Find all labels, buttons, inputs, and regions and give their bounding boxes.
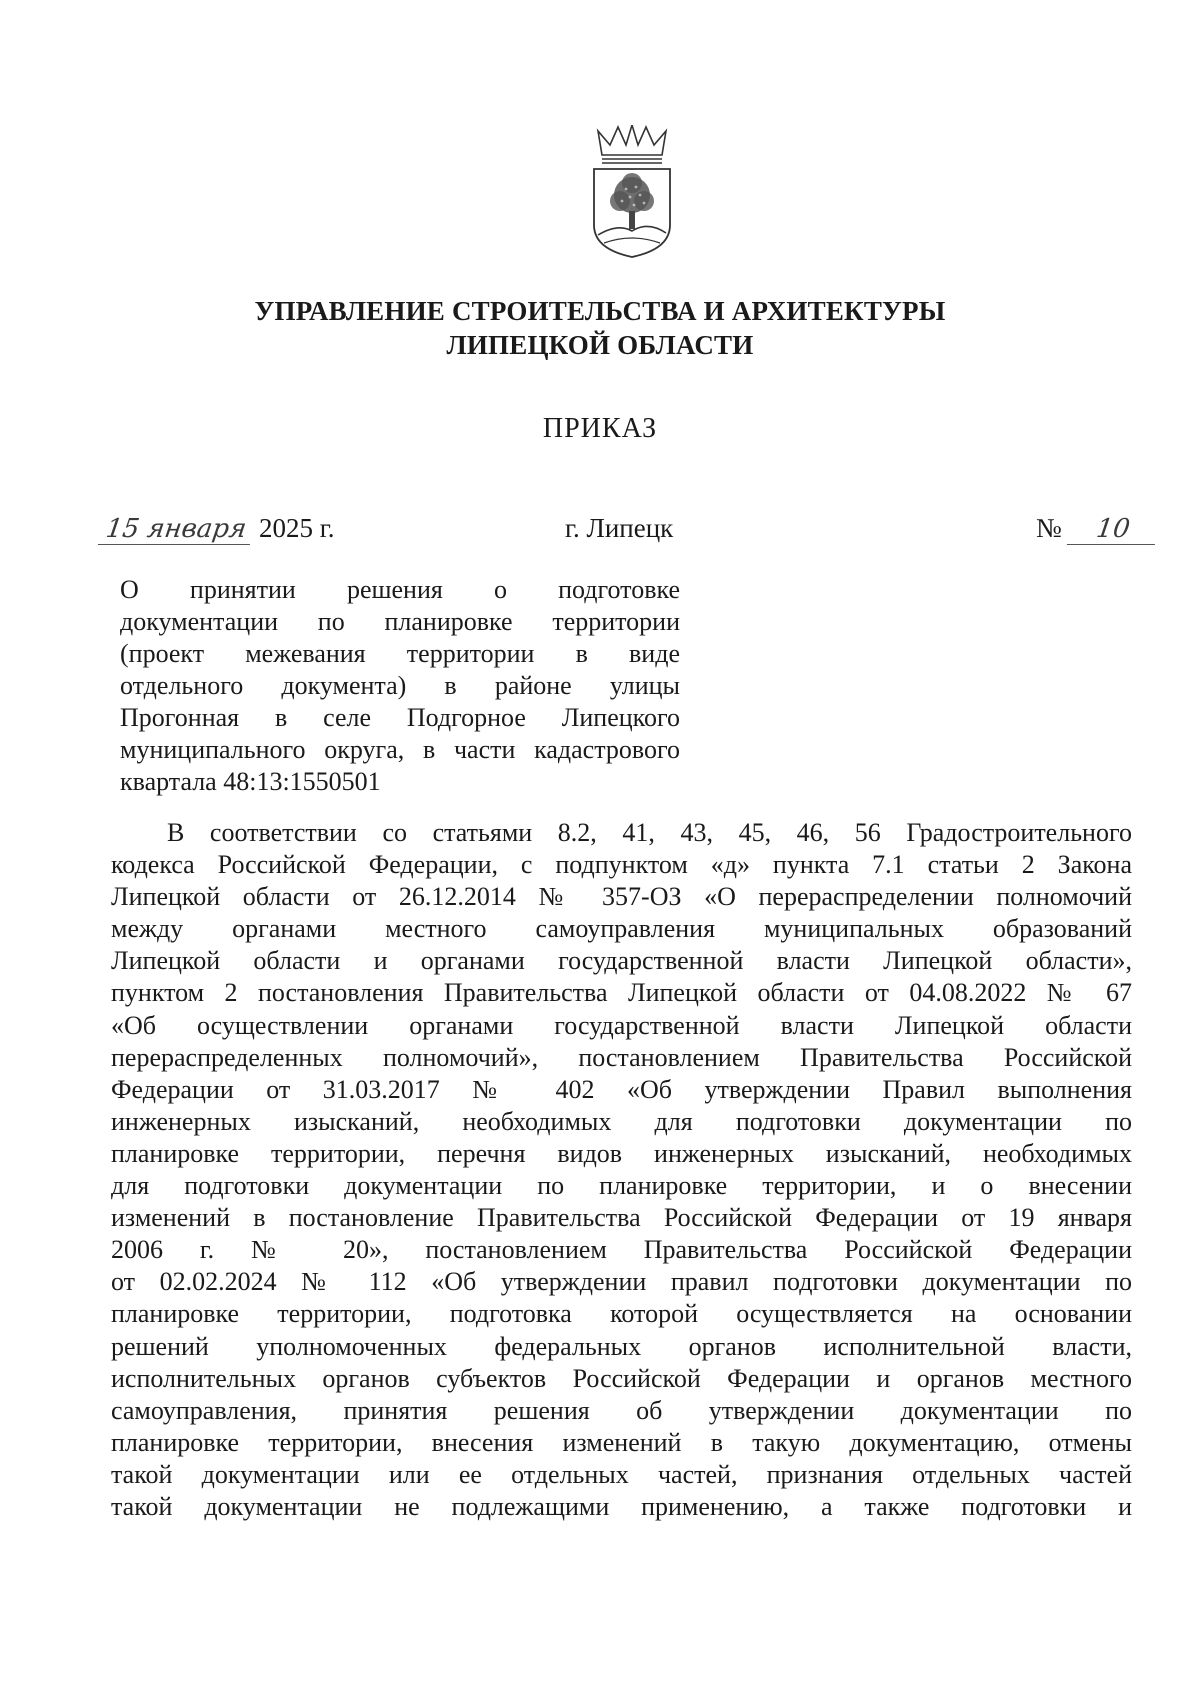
number-label: № [1036, 513, 1062, 543]
coat-of-arms-icon [588, 125, 676, 259]
handwritten-date: 15 января [98, 514, 255, 545]
body-line: решений уполномоченных федеральных органов исполнительной власти, [111, 1331, 1132, 1361]
document-type-title: ПРИКАЗ [542, 413, 658, 444]
document-city: г. Липецк [565, 513, 674, 543]
document-number [1036, 513, 1157, 545]
subject-line: квартала 48:13:1550501 [120, 767, 381, 796]
body-line: такой документации или ее отдельных частей, признания отдельных частей [111, 1459, 1132, 1489]
document-year: 2025 г. [258, 513, 335, 543]
body-line: планировке территории, подготовка которой осуществляется на основании [111, 1299, 1132, 1329]
subject-line: муниципального округа, в части кадастрового [120, 735, 680, 764]
body-line: пунктом 2 постановления Правительства Липецкой области от 04.08.2022 № 67 [111, 978, 1132, 1008]
subject-line: отдельного документа) в районе улицы [120, 671, 680, 700]
body-line: такой документации не подлежащими применению, а также подготовки и [111, 1491, 1132, 1521]
body-line: между органами местного самоуправления муниципальных образований [111, 914, 1132, 944]
organization-title-line1: УПРАВЛЕНИЕ СТРОИТЕЛЬСТВА И АРХИТЕКТУРЫ [254, 296, 946, 326]
subject-line: документации по планировке территории [120, 607, 680, 636]
subject-line: О принятии решения о подготовке [120, 575, 680, 604]
subject-line: (проект межевания территории в виде [120, 639, 680, 668]
body-line: планировке территории, внесения изменений в такую документацию, отмены [111, 1427, 1132, 1457]
body-line: Липецкой области и органами государственной власти Липецкой области», [111, 946, 1132, 976]
body-line: кодекса Российской Федерации, с подпунктом «д» пункта 7.1 статьи 2 Закона [111, 850, 1132, 880]
document-body [111, 817, 1132, 1523]
body-line: 2006 г. № 20», постановлением Правительства Российской Федерации [111, 1235, 1132, 1265]
handwritten-number: 10 [1066, 514, 1158, 545]
body-line: для подготовки документации по планировке территории, и о внесении [111, 1171, 1132, 1201]
body-line: исполнительных органов субъектов Российской Федерации и органов местного [111, 1363, 1132, 1393]
body-line: самоуправления, принятия решения об утверждении документации по [111, 1395, 1132, 1425]
body-line: Федерации от 31.03.2017 № 402 «Об утверждении Правил выполнения [111, 1074, 1132, 1104]
body-line: Липецкой области от 26.12.2014 № 357-ОЗ «О перераспределении полномочий [111, 882, 1132, 912]
body-line: перераспределенных полномочий», постановлением Правительства Российской [111, 1042, 1132, 1072]
document-date [100, 513, 334, 545]
body-line: планировке территории, перечня видов инженерных изысканий, необходимых [111, 1138, 1132, 1168]
subject-line: Прогонная в селе Подгорное Липецкого [120, 703, 680, 732]
body-line: В соответствии со статьями 8.2, 41, 43, 45, 46, 56 Градостроительного [167, 818, 1132, 847]
body-line: изменений в постановление Правительства Российской Федерации от 19 января [111, 1203, 1132, 1233]
body-line: инженерных изысканий, необходимых для подготовки документации по [111, 1106, 1132, 1136]
document-subject [120, 574, 680, 798]
organization-title-line2: ЛИПЕЦКОЙ ОБЛАСТИ [446, 330, 754, 360]
body-line: от 02.02.2024 № 112 «Об утверждении правил подготовки документации по [111, 1267, 1132, 1297]
body-line: «Об осуществлении органами государственной власти Липецкой области [111, 1010, 1132, 1040]
